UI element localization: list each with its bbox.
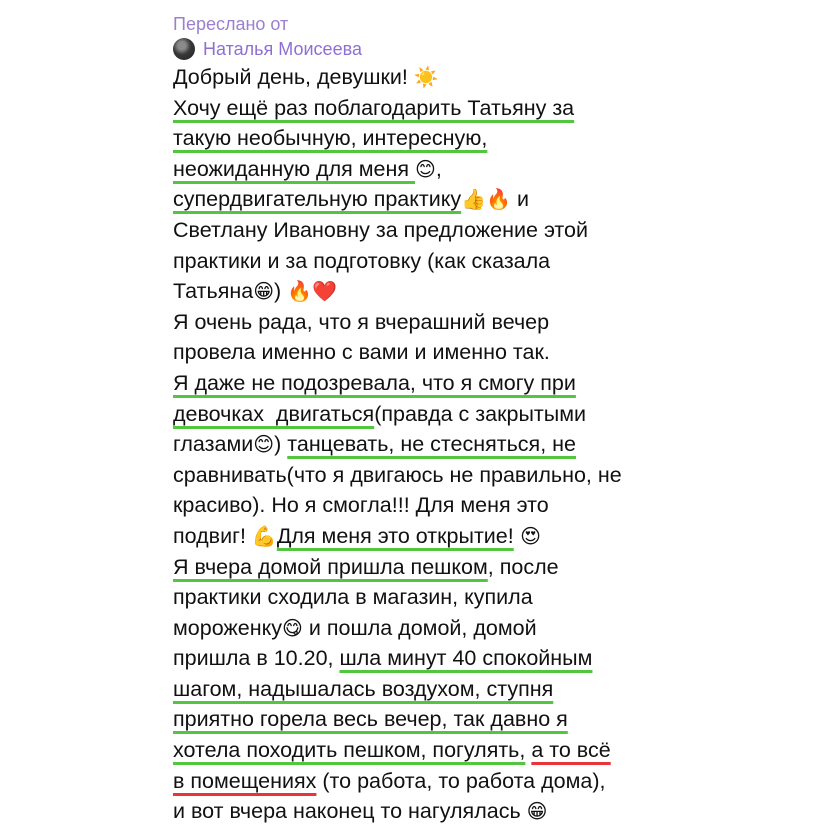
text-run: глазами: [173, 432, 254, 457]
message-line: практики и за подготовку (как сказала: [173, 248, 551, 273]
message-line: [173, 613, 823, 644]
message-line: [173, 521, 823, 552]
red-highlight: в помещениях: [173, 768, 317, 793]
message-line: провела именно с вами и именно так.: [173, 340, 550, 365]
text-run: (то работа, то работа дома),: [316, 768, 606, 793]
green-highlight: Я даже не подозревала, что я смогу при: [173, 370, 576, 395]
text-run: мороженку: [173, 615, 283, 640]
text-run: ): [274, 432, 288, 457]
text-run: (правда с закрытыми: [374, 401, 587, 426]
green-highlight: Для меня это открытие!: [276, 523, 514, 548]
text-run: пришла в 10.20,: [173, 646, 340, 671]
message-line: [173, 674, 823, 705]
text-run: Добрый день, девушки!: [173, 65, 414, 89]
message-line: [173, 93, 823, 124]
forwarded-sender[interactable]: [173, 37, 362, 61]
message-line: [173, 704, 823, 735]
text-run: ): [274, 279, 288, 304]
green-highlight: приятно горела весь вечер, так давно я: [173, 707, 568, 732]
heart-eyes-emoji-icon: 😍: [513, 523, 541, 548]
message-line: [173, 429, 823, 460]
message-line: [173, 643, 823, 674]
sender-name[interactable]: Наталья Моисеева: [203, 38, 362, 59]
green-highlight: хотела походить пешком, погулять,: [173, 738, 526, 763]
message-line: [173, 62, 823, 93]
red-highlight: а то всё: [531, 738, 611, 763]
message-line: [173, 276, 823, 307]
yum-emoji-icon: 😋: [282, 615, 303, 640]
message-line: [173, 154, 823, 185]
message-line: сравнивать(что я двигаюсь не правильно, не: [173, 462, 622, 487]
message-text: [173, 62, 823, 827]
message-line: Светлану Ивановну за предложение этой: [173, 217, 589, 242]
green-highlight: девочках двигаться: [173, 401, 375, 426]
green-highlight: неожиданную для меня: [173, 156, 415, 181]
text-run: и пошла домой, домой: [302, 615, 537, 640]
forwarded-label: Переслано от: [173, 14, 289, 34]
muscle-emoji-icon: 💪: [251, 523, 277, 548]
message-line: [173, 735, 823, 766]
green-highlight: такую необычную, интересную,: [173, 126, 488, 151]
smile-emoji-icon: 😊: [414, 156, 436, 181]
message-line: [173, 123, 823, 154]
grin-emoji-icon: 😁: [253, 279, 275, 304]
thumbs-fire-emoji-icon: 👍🔥: [461, 187, 511, 212]
message-line: [173, 552, 823, 583]
sun-emoji-icon: ☀️: [413, 65, 439, 89]
fire-heart-emoji-icon: 🔥❤️: [287, 279, 337, 304]
message-line: [173, 766, 823, 797]
grin-emoji-icon: 😁: [526, 799, 548, 824]
message-line: [173, 368, 823, 399]
green-highlight: шла минут 40 спокойным: [339, 646, 593, 671]
text-run: Татьяна: [173, 279, 254, 304]
text-run: и вот вчера наконец то нагулялась: [173, 799, 527, 824]
green-highlight: Хочу ещё раз поблагодарить Татьяну за: [173, 95, 575, 120]
message-line: [173, 399, 823, 430]
text-run: подвиг!: [173, 523, 252, 548]
message-line: [173, 184, 823, 215]
sender-avatar[interactable]: [173, 38, 195, 60]
message-line: Я очень рада, что я вчерашний вечер: [173, 309, 550, 334]
smile-emoji-icon: 😊: [253, 432, 275, 457]
green-highlight: танцевать, не стесняться, не: [287, 432, 576, 457]
message-line: [173, 796, 823, 827]
green-highlight: супердвигательную практику: [173, 187, 462, 212]
message-line: красиво). Но я смогла!!! Для меня это: [173, 493, 549, 518]
green-highlight: шагом, надышалась воздухом, ступня: [173, 676, 554, 701]
text-run: и: [510, 187, 529, 212]
message-line: практики сходила в магазин, купила: [173, 585, 533, 610]
green-highlight: Я вчера домой пришла пешком: [173, 554, 488, 579]
text-run: ,: [435, 156, 442, 181]
text-run: , после: [487, 554, 559, 579]
